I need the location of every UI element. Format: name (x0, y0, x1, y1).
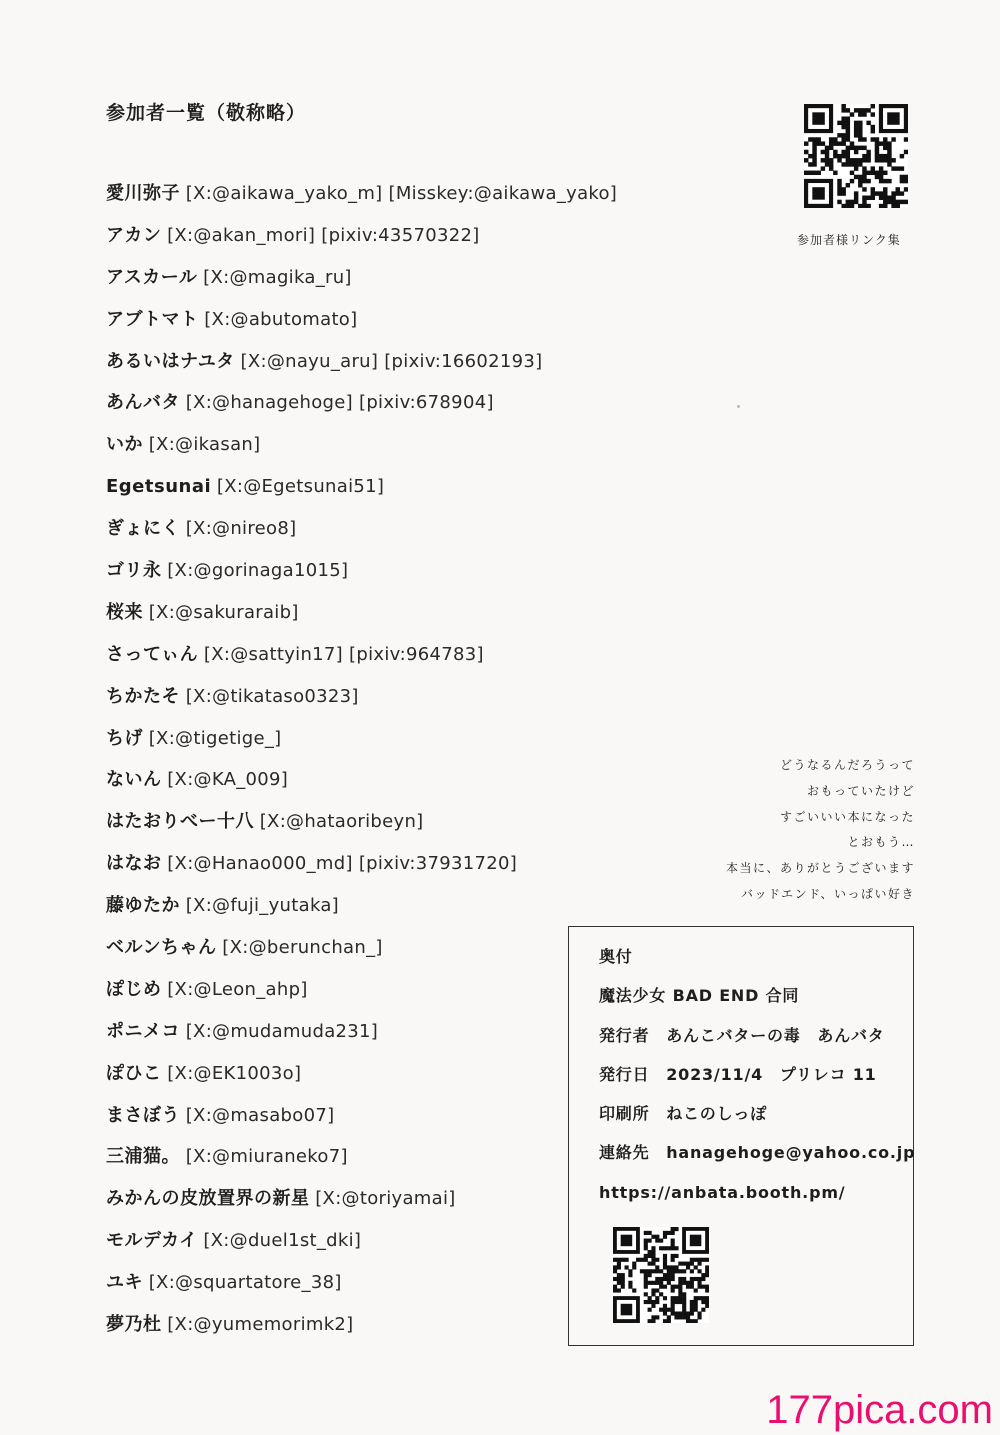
participant-row (106, 641, 617, 683)
participant-name: ゴリ永 (106, 560, 162, 582)
participant-handles: [X:@hataoribeyn] (259, 811, 424, 833)
participant-name: ぽじめ (106, 978, 162, 1000)
participant-name: 藤ゆたか (106, 895, 180, 917)
participant-name: まさぼう (106, 1104, 180, 1126)
participant-name: アカン (106, 224, 162, 246)
participant-name: ぽひこ (106, 1062, 162, 1084)
participant-row (106, 473, 617, 515)
participant-name: Egetsunai (106, 476, 212, 498)
participant-handles: [X:@ikasan] (148, 434, 261, 456)
participant-row (106, 389, 617, 431)
participant-handles: [X:@nayu_aru] [pixiv:16602193] (240, 350, 543, 372)
participant-handles: [X:@Egetsunai51] (216, 476, 385, 498)
participant-handles: [X:@gorinaga1015] (167, 560, 349, 582)
colophon-contact: 連絡先 hanagehoge@yahoo.co.jp (599, 1143, 916, 1163)
poem-line: すごいいい本になった (779, 809, 915, 824)
participant-handles: [X:@duel1st_dki] (203, 1230, 362, 1252)
colophon-date: 発行日 2023/11/4 プリレコ 11 (599, 1064, 877, 1084)
participant-row (106, 431, 617, 473)
participant-handles: [X:@sakuraraib] (148, 601, 299, 623)
participant-row (106, 766, 617, 808)
participant-handles: [X:@yumemorimk2] (167, 1314, 354, 1336)
watermark: 177pica.com (766, 1388, 993, 1432)
participant-row (106, 599, 617, 641)
poem-line: おもっていたけど (806, 783, 915, 798)
participant-row (106, 725, 617, 767)
participant-handles: [X:@Leon_ahp] (167, 978, 308, 1000)
participant-row (106, 1311, 617, 1353)
participant-name: はなお (106, 853, 162, 875)
participant-handles: [X:@mudamuda231] (185, 1020, 379, 1042)
participant-name: 夢乃杜 (106, 1314, 162, 1336)
participant-row (106, 1185, 617, 1227)
colophon-book-title: 魔法少女 BAD END 合同 (599, 986, 800, 1006)
participant-handles: [X:@masabo07] (185, 1104, 335, 1126)
participant-handles: [X:@tigetige_] (148, 727, 282, 749)
participant-handles: [X:@akan_mori] [pixiv:43570322] (167, 224, 480, 246)
participant-name: ぎょにく (106, 518, 180, 540)
colophon-heading: 奥付 (599, 947, 633, 966)
qr-code-links-icon (804, 104, 908, 208)
participant-row (106, 892, 617, 934)
poem-line: 本当に、ありがとうございます (725, 861, 915, 876)
participant-handles: [X:@magika_ru] (203, 266, 352, 288)
paper-speck (737, 405, 740, 408)
participant-row (106, 1269, 617, 1311)
participant-name: あるいはナユタ (106, 350, 235, 372)
participant-row (106, 180, 617, 222)
poem-line: バッドエンド、いっぱい好き (741, 886, 915, 901)
colophon-url[interactable]: https://anbata.booth.pm/ (599, 1182, 846, 1202)
participant-handles: [X:@abutomato] (204, 308, 358, 330)
participant-handles: [X:@toriyamai] (315, 1188, 456, 1210)
page-title: 参加者一覧（敬称略） (106, 102, 307, 124)
participant-handles: [X:@miuraneko7] (185, 1146, 348, 1168)
participant-row (106, 1018, 617, 1060)
participant-name: みかんの皮放置界の新星 (106, 1188, 310, 1210)
afterword-poem (726, 754, 915, 909)
colophon-box (568, 926, 914, 1346)
qr-caption: 参加者様リンク集 (797, 233, 901, 247)
participant-name: ベルンちゃん (106, 937, 217, 959)
participant-handles: [X:@fuji_yutaka] (185, 895, 340, 917)
participant-row (106, 1227, 617, 1269)
participant-row (106, 222, 617, 264)
participant-name: モルデカイ (106, 1230, 198, 1252)
qr-code-booth-icon (613, 1227, 709, 1323)
participant-name: いか (106, 434, 143, 456)
participant-list (106, 180, 617, 1353)
participant-row (106, 1102, 617, 1144)
participant-name: アブトマト (106, 308, 199, 330)
participant-handles: [X:@hanagehoge] [pixiv:678904] (185, 392, 494, 414)
participant-handles: [X:@sattyin17] [pixiv:964783] (203, 643, 484, 665)
participant-name: アスカール (106, 266, 198, 288)
participant-name: 三浦猫。 (106, 1146, 180, 1168)
poem-line: とおもう… (847, 835, 915, 850)
participant-handles: [X:@squartatore_38] (148, 1272, 342, 1294)
colophon-printer: 印刷所 ねこのしっぽ (599, 1104, 768, 1124)
participant-name: あんバタ (106, 392, 180, 414)
participant-name: ちげ (106, 727, 143, 749)
participant-row (106, 264, 617, 306)
participant-row (106, 808, 617, 850)
participant-row (106, 934, 617, 976)
participant-handles: [X:@aikawa_yako_m] [Misskey:@aikawa_yako] (185, 183, 618, 204)
participant-handles: [X:@EK1003o] (167, 1062, 302, 1084)
participant-name: さってぃん (106, 643, 199, 665)
participant-handles: [X:@nireo8] (185, 518, 297, 540)
participant-row (106, 683, 617, 725)
participant-handles: [X:@KA_009] (167, 769, 289, 791)
participant-row (106, 1060, 617, 1102)
participant-name: はたおりべー十八 (106, 811, 254, 833)
participant-name: ないん (106, 769, 162, 791)
participant-row (106, 850, 617, 892)
participant-row (106, 306, 617, 348)
participant-row (106, 515, 617, 557)
participant-row (106, 976, 617, 1018)
participant-handles: [X:@Hanao000_md] [pixiv:37931720] (167, 853, 518, 875)
participant-row (106, 557, 617, 599)
participant-handles: [X:@tikataso0323] (185, 685, 359, 707)
colophon-publisher: 発行者 あんこバターの毒 あんバタ (599, 1025, 885, 1045)
participant-row (106, 348, 617, 390)
participant-name: ポニメコ (106, 1020, 180, 1042)
participant-row (106, 1143, 617, 1185)
participant-name: 桜来 (106, 601, 143, 623)
participant-name: ユキ (106, 1272, 143, 1294)
participant-name: ちかたそ (106, 685, 180, 707)
poem-line: どうなるんだろうって (779, 758, 915, 772)
participant-name: 愛川弥子 (106, 183, 180, 204)
participant-handles: [X:@berunchan_] (222, 937, 383, 959)
